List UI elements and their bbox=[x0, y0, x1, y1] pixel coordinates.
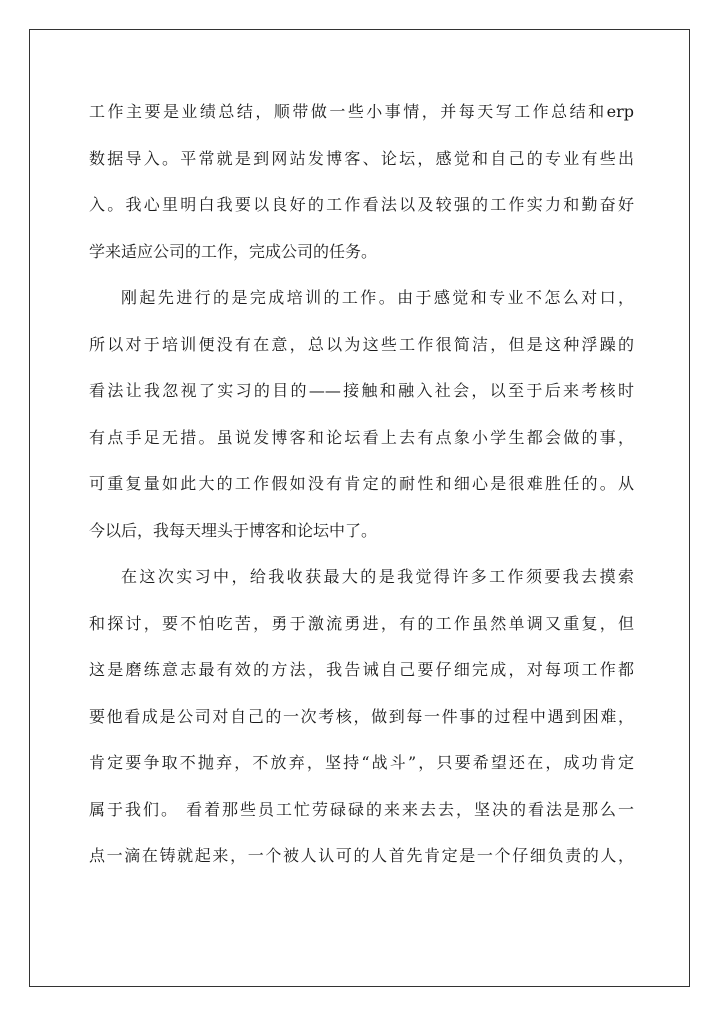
text-line: 这是磨练意志最有效的方法，我告诫自己要仔细完成，对每项工作都 bbox=[89, 660, 634, 679]
text-line: 刚起先进行的是完成培训的工作。由于感觉和专业不怎么对口， bbox=[121, 288, 634, 307]
text-line: 可重复量如此大的工作假如没有肯定的耐性和细心是很难胜任的。从 bbox=[89, 474, 634, 493]
text-line: 今以后，我每天埋头于博客和论坛中了。 bbox=[89, 520, 378, 540]
text-line: 工作主要是业绩总结，顺带做一些小事情，并每天写工作总结和erp bbox=[89, 102, 634, 121]
text-line: 肯定要争取不抛弃，不放弃，坚持“战斗”，只要希望还在，成功肯定 bbox=[89, 753, 634, 772]
paragraph-3 bbox=[89, 561, 634, 887]
paragraph-1 bbox=[89, 96, 634, 282]
text-line: 入。我心里明白我要以良好的工作看法以及较强的工作实力和勤奋好 bbox=[89, 195, 634, 214]
text-line: 所以对于培训便没有在意，总以为这些工作很简洁，但是这种浮躁的 bbox=[89, 334, 634, 354]
document-body bbox=[89, 96, 634, 887]
text-line: 和探讨，要不怕吃苦，勇于激流勇进，有的工作虽然单调又重复，但 bbox=[89, 613, 634, 633]
text-line: 看法让我忽视了实习的目的——接触和融入社会，以至于后来考核时 bbox=[89, 381, 634, 400]
text-line: 在这次实习中，给我收获最大的是我觉得许多工作须要我去摸索 bbox=[121, 567, 634, 586]
text-line: 学来适应公司的工作，完成公司的任务。 bbox=[89, 241, 378, 261]
text-line: 属于我们。 看着那些员工忙劳碌碌的来来去去，坚决的看法是那么一 bbox=[89, 799, 634, 819]
paragraph-2 bbox=[89, 282, 634, 561]
text-line: 要他看成是公司对自己的一次考核，做到每一件事的过程中遇到困难， bbox=[89, 706, 634, 726]
text-line: 有点手足无措。虽说发博客和论坛看上去有点象小学生都会做的事， bbox=[89, 427, 634, 447]
text-line: 数据导入。平常就是到网站发博客、论坛，感觉和自己的专业有些出 bbox=[89, 148, 634, 168]
text-line: 点一滴在铸就起来，一个被人认可的人首先肯定是一个仔细负责的人， bbox=[89, 846, 634, 865]
